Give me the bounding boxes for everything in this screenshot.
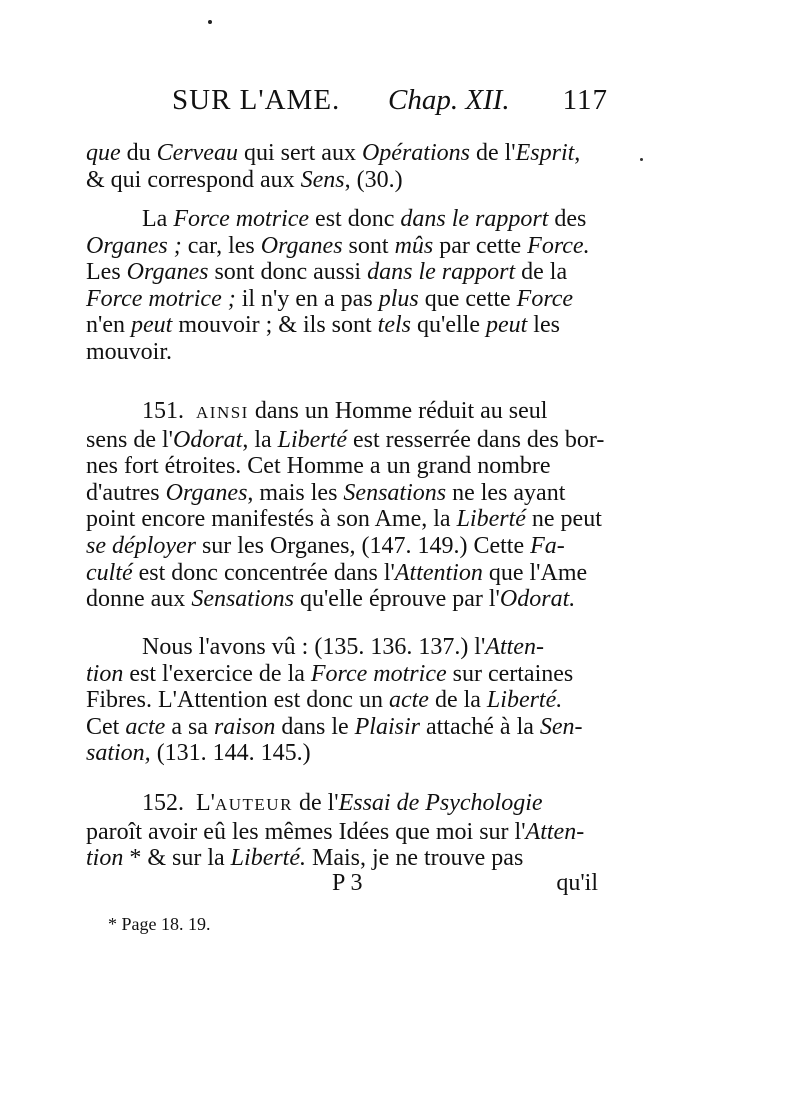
text-line: n'en peut mouvoir ; & ils sont tels qu'elle peut les [86,312,560,339]
signature-mark: P 3 [332,870,363,896]
ink-speck [208,20,212,24]
numbered-paragraph-151 [86,398,606,613]
text-line: donne aux Sensations qu'elle éprouve par l'Odorat. [86,586,576,613]
paragraph-number: 152. [142,790,184,816]
text-line: Force motrice ; il n'y en a pas plus que cette Force [86,285,574,312]
text-line: sens de l'Odorat, la Liberté est resserrée dans des bor- [86,426,605,453]
text-line: point encore manifestés à son Ame, la Liberté ne peut [86,506,602,533]
text-line: nes fort étroites. Cet Homme a un grand nombre [86,453,551,480]
paragraph-continuation [86,140,606,193]
text-line: mouvoir. [86,338,173,365]
text-line: paroît avoir eû les mêmes Idées que moi sur l'Atten- [86,818,585,845]
text-line: 152. L'AUTEUR de l'Essai de Psychologie [142,790,543,816]
text-line: que du Cerveau qui sert aux Opérations de l'Esprit, [86,140,581,166]
ink-speck [640,158,643,161]
text-line: d'autres Organes, mais les Sensations ne les ayant [86,479,566,506]
text-line: & qui correspond aux Sens, (30.) [86,166,403,193]
paragraph-number: 151. [142,398,184,424]
text-line: Nous l'avons vû : (135. 136. 137.) l'Atten- [142,634,544,660]
text-line: Cet acte a sa raison dans le Plaisir attaché à la Sen- [86,713,583,740]
running-title: SUR L'AME. [172,84,341,116]
text-line: tion est l'exercice de la Force motrice sur certaines [86,660,574,687]
text-line: La Force motrice est donc dans le rapport des [142,206,587,232]
text-line: se déployer sur les Organes, (147. 149.) Cette Fa- [86,532,565,559]
text-line: tion * & sur la Liberté. Mais, je ne trouve pas [86,845,524,872]
page-number: 117 [562,84,608,116]
numbered-paragraph-152 [86,790,606,872]
text-line: Organes ; car, les Organes sont mûs par cette Force. [86,232,590,259]
chapter-label: Chap. XII. [388,84,510,116]
paragraph [86,206,606,366]
catchword: qu'il [556,870,598,896]
text-line: 151. AINSI dans un Homme réduit au seul [142,398,548,424]
page-foot-line [86,870,606,898]
text-line: Les Organes sont donc aussi dans le rapport de la [86,259,568,286]
text-line: culté est donc concentrée dans l'Attention que l'Ame [86,559,588,586]
text-line: sation, (131. 144. 145.) [86,740,311,767]
text-line: Fibres. L'Attention est donc un acte de la Liberté. [86,687,563,714]
paragraph [86,634,606,767]
page-header [172,84,608,120]
footnote: * Page 18. 19. [108,914,211,934]
